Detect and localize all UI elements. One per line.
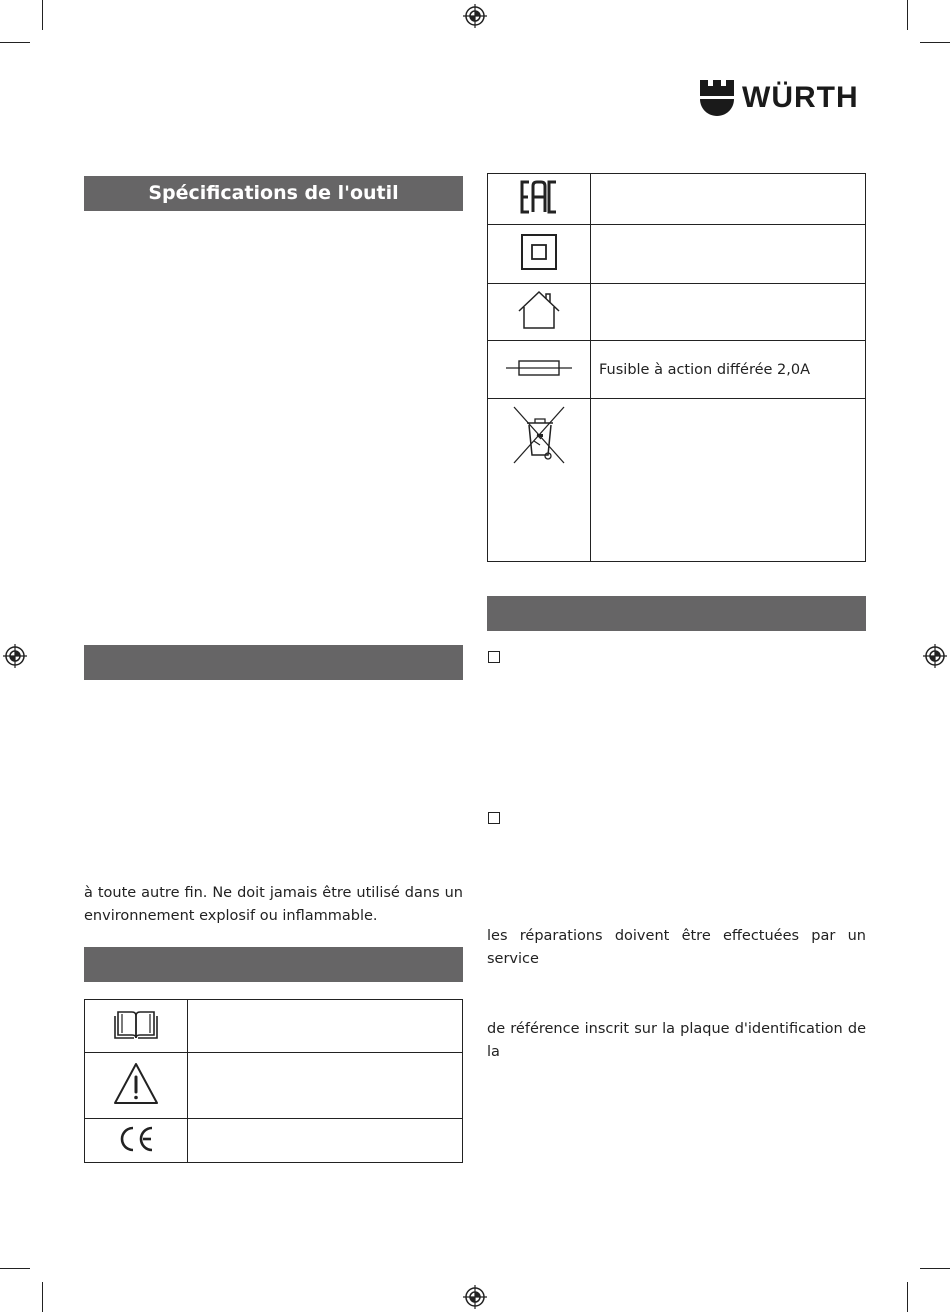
table-cell xyxy=(188,1053,463,1119)
crop-mark xyxy=(0,42,30,43)
section-heading-symbols xyxy=(84,947,463,982)
table-cell xyxy=(85,1053,188,1119)
usage-text-line-1: à toute autre fin. Ne doit jamais être utilisé dans un xyxy=(84,885,463,901)
crop-mark xyxy=(920,42,950,43)
table-cell xyxy=(188,1000,463,1053)
table-row xyxy=(488,225,866,284)
checkbox xyxy=(488,812,500,824)
table-cell xyxy=(488,225,591,284)
brand-name: WÜRTH xyxy=(742,81,859,114)
crop-mark xyxy=(42,1282,43,1312)
fuse-icon xyxy=(506,356,572,380)
table-cell xyxy=(488,284,591,341)
table-row xyxy=(488,174,866,225)
table-cell xyxy=(488,399,591,562)
eac-mark-icon xyxy=(519,178,559,216)
section-heading-specifications: Spécifications de l'outil xyxy=(84,176,463,211)
indoor-use-icon xyxy=(517,290,561,330)
table-row xyxy=(488,284,866,341)
symbols-table-left xyxy=(84,999,463,1163)
registration-mark-icon xyxy=(923,644,947,668)
read-manual-icon xyxy=(114,1008,158,1040)
table-row xyxy=(85,1119,463,1163)
table-cell xyxy=(591,284,866,341)
crop-mark xyxy=(907,1282,908,1312)
ce-mark-icon xyxy=(116,1125,156,1153)
fuse-description: Fusible à action différée 2,0A xyxy=(591,341,866,399)
table-row xyxy=(488,399,866,562)
table-cell xyxy=(591,399,866,562)
table-cell xyxy=(488,341,591,399)
repair-text-line: les réparations doivent être effectuées par un service xyxy=(487,928,866,967)
usage-text-line-2: environnement explosif ou inflammable. xyxy=(84,908,378,924)
crop-mark xyxy=(0,1268,30,1269)
crop-mark xyxy=(907,0,908,30)
crop-mark xyxy=(920,1268,950,1269)
section-heading-blank-right xyxy=(487,596,866,631)
brand-logo xyxy=(700,80,859,116)
weee-bin-icon xyxy=(510,405,568,465)
registration-mark-icon xyxy=(3,644,27,668)
section-heading-blank xyxy=(84,645,463,680)
table-row xyxy=(488,341,866,399)
registration-mark-icon xyxy=(463,4,487,28)
table-cell xyxy=(85,1119,188,1163)
reference-text-line: de référence inscrit sur la plaque d'identification de la xyxy=(487,1021,866,1060)
table-row xyxy=(85,1000,463,1053)
table-cell xyxy=(188,1119,463,1163)
registration-mark-icon xyxy=(463,1285,487,1309)
checkbox xyxy=(488,651,500,663)
table-cell xyxy=(591,225,866,284)
crop-mark xyxy=(42,0,43,30)
table-cell xyxy=(488,174,591,225)
warning-icon xyxy=(112,1061,160,1107)
table-cell xyxy=(85,1000,188,1053)
table-cell xyxy=(591,174,866,225)
symbols-table-right xyxy=(487,173,866,562)
wurth-logo-icon xyxy=(700,80,734,116)
class-ii-icon xyxy=(520,233,558,271)
table-row xyxy=(85,1053,463,1119)
